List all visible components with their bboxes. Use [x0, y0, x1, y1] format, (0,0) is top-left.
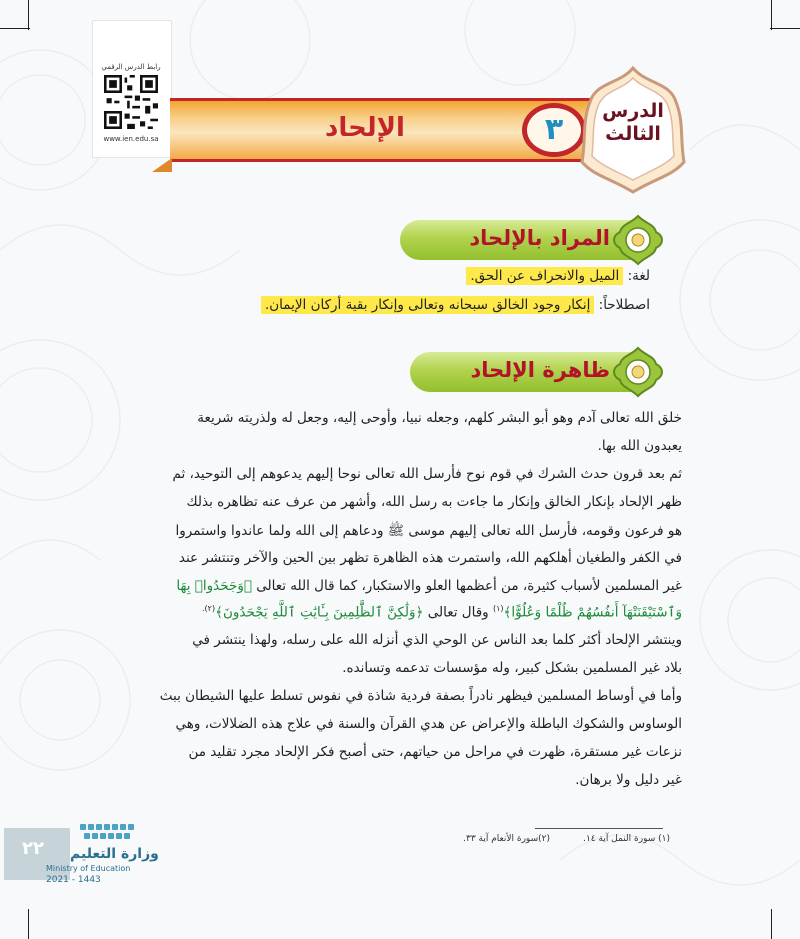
crop-mark: [771, 909, 772, 939]
footnote-2: (٢)سورة الأنعام آية ٣٣.: [463, 834, 550, 844]
ministry-name-ar: وزارة التعليم: [70, 846, 159, 862]
paragraph-text: وقال تعالى: [427, 604, 489, 621]
flower-ornament-icon: [612, 346, 664, 398]
flower-ornament-icon: [612, 214, 664, 266]
paragraph-line: بلاد غير المسلمين بشكل كبير، وله مؤسسات تدعمه وتسانده.: [342, 660, 682, 676]
qr-code-icon[interactable]: [104, 75, 158, 129]
definition-term-label: اصطلاحاً:: [598, 297, 650, 313]
paragraph-text: غير المسلمين لأسباب كثيرة، من أعظمها العلو والاستكبار، كما قال الله تعالى: [256, 578, 682, 594]
paragraph-line: غير دليل ولا برهان.: [575, 772, 682, 788]
qr-url[interactable]: www.ien.edu.sa: [103, 135, 159, 143]
lesson-title: الإلحاد: [325, 113, 405, 143]
paragraph-line-with-quran: [202, 604, 682, 621]
definition-language-label: لغة:: [627, 268, 650, 284]
quran-verse: ﴿وَجَحَدُوا۟ بِهَا: [176, 578, 252, 594]
banner-ribbon-end: [152, 158, 172, 172]
lesson-label-line1: الدرس: [602, 100, 664, 122]
definition-language-text: الميل والانحراف عن الحق.: [466, 267, 623, 285]
footnote-ref[interactable]: (٢).: [201, 604, 216, 613]
paragraph-line: الوساوس والشكوك الباطلة والإعراض عن هدي القرآن والسنة في علاج هذه الضلالات، وهي: [175, 716, 682, 732]
paragraph-line: هو فرعون وقومه، فأرسل الله تعالى إليهم موسى ﷺ ودعاهم إلى الله ولما عاندوا واستمروا: [175, 523, 682, 539]
quran-verse: وَٱسْتَيْقَنَتْهَآ أَنفُسُهُمْ ظُلْمًا وَعُلُوًّا﴾: [503, 604, 682, 621]
crop-mark: [770, 28, 800, 29]
paragraph-line: ظهر الإلحاد بإنكار الخالق وإنكار ما جاءت به رسل الله، وأشهر من عرف عنه تظاهره بذلك: [186, 494, 682, 510]
qr-caption: رابط الدرس الرقمي: [101, 63, 161, 71]
crop-mark: [28, 909, 29, 939]
crop-mark: [0, 28, 30, 29]
paragraph-line: في الكفر والطغيان أهلكهم الله، واستمرت هذه الظاهرة تظهر بين الحين والآخر وتنتشر عند: [178, 550, 682, 566]
lesson-number-badge: ٣: [522, 103, 586, 157]
quran-verse: ﴿وَلَٰكِنَّ ٱلظَّٰلِمِينَ بِـَٔايَٰتِ ٱللَّهِ يَجْحَدُونَ﴾: [215, 604, 424, 621]
paragraph-line: يعبدون الله بها.: [597, 438, 682, 454]
ministry-logo-icon: [80, 820, 140, 844]
paragraph-line: وينتشر الإلحاد أكثر كلما بعد الناس عن الوحي الذي أنزله الله على رسله، ولهذا ينتشر في: [192, 632, 682, 648]
crop-mark: [771, 0, 772, 30]
page-number: ٢٢: [22, 838, 44, 859]
paragraph-line: وأما في أوساط المسلمين فيظهر نادراً بصفة فردية شاذة في نفوس تسلط عليها الشيطان ببث: [159, 688, 682, 704]
lesson-label-line2: الثالث: [605, 123, 661, 145]
paragraph-line-with-quran: [176, 578, 682, 594]
ministry-name-en: Ministry of Education: [46, 864, 131, 873]
lesson-label: [590, 100, 676, 146]
definition-term-line: [261, 297, 650, 313]
definition-language-line: [466, 268, 650, 284]
section-title-definition: المراد بالإلحاد: [469, 226, 610, 250]
ministry-year: 2021 - 1443: [46, 875, 101, 885]
paragraph-line: خلق الله تعالى آدم وهو أبو البشر كلهم، وجعله نبيا، وأوحى إليه، وجعل له ولذريته شريعة: [197, 410, 682, 426]
paragraph-line: ثم بعد قرون حدث الشرك في قوم نوح فأرسل الله تعالى نوحا إليهم يدعوهم إلى التوحيد، ثم: [172, 466, 682, 482]
crop-mark: [28, 0, 29, 30]
footnote-divider: [535, 828, 663, 829]
footnote-ref[interactable]: (١): [492, 604, 504, 613]
paragraph-line: نزعات غير مستقرة، ظهرت في مراحل من حياتهم، حتى أصبح فكر الإلحاد مجرد تقليد من: [188, 744, 682, 760]
footnote-1: (١) سورة النمل آية ١٤.: [583, 834, 670, 844]
definition-term-text: إنكار وجود الخالق سبحانه وتعالى وإنكار بقية أركان الإيمان.: [261, 296, 594, 314]
section-title-phenomenon: ظاهرة الإلحاد: [470, 358, 610, 382]
